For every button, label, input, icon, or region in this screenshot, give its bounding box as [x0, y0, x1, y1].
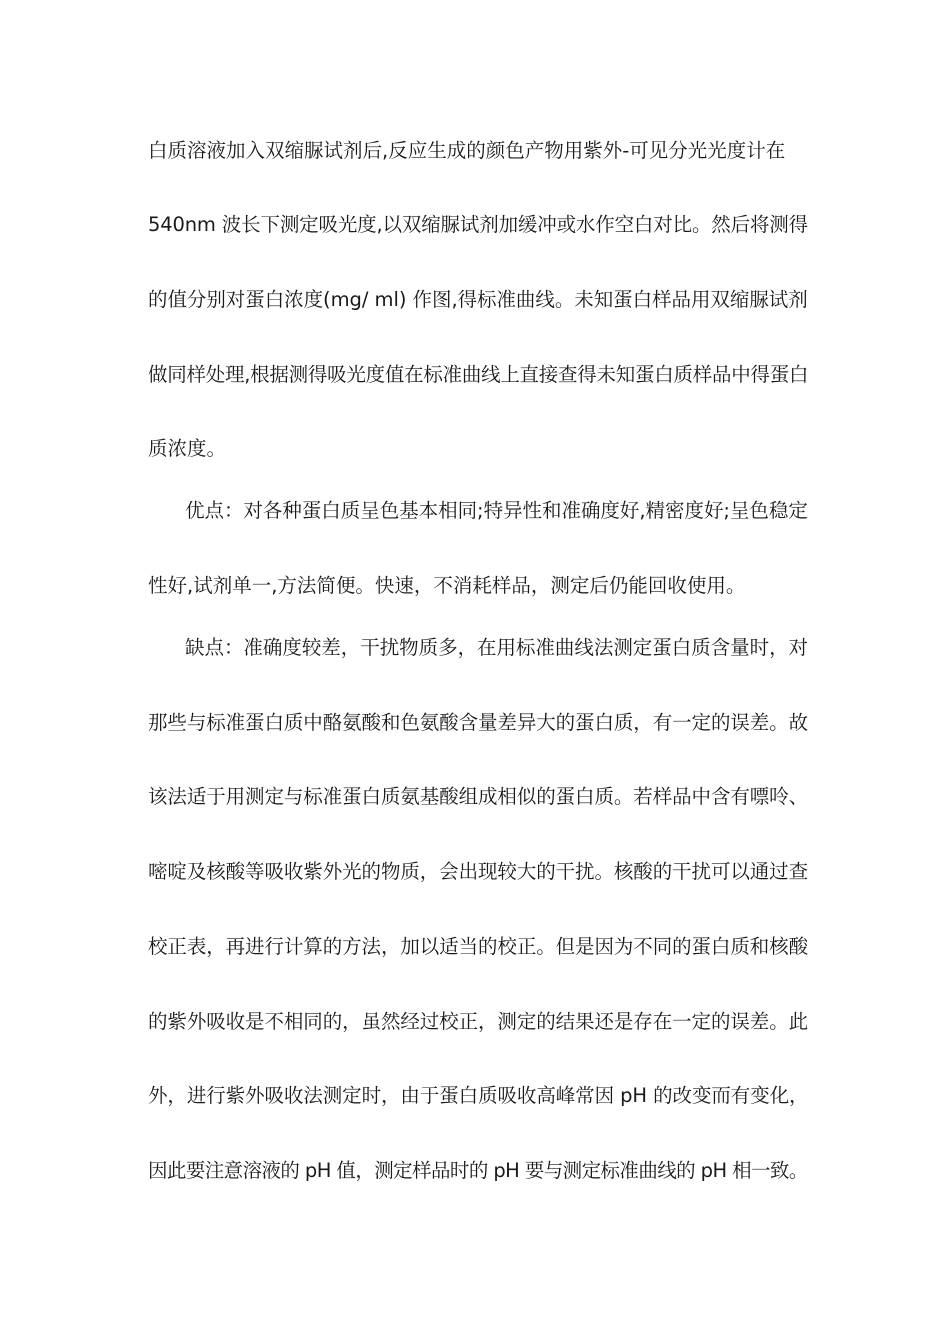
text-line: 的紫外吸收是不相同的，虽然经过校正，测定的结果还是存在一定的误差。此	[148, 1010, 809, 1033]
text-line: 做同样处理,根据测得吸光度值在标准曲线上直接查得未知蛋白质样品中得蛋白	[148, 363, 809, 386]
text-line: 那些与标准蛋白质中酪氨酸和色氨酸含量差异大的蛋白质，有一定的误差。故	[148, 711, 809, 734]
paragraph-disadvantages-start: 缺点：准确度较差，干扰物质多，在用标准曲线法测定蛋白质含量时，对	[185, 636, 809, 659]
text-line: 质浓度。	[148, 437, 227, 460]
text-line: 白质溶液加入双缩脲试剂后,反应生成的颜色产物用紫外-可见分光光度计在	[148, 139, 786, 162]
text-line: 540nm 波长下测定吸光度,以双缩脲试剂加缓冲或水作空白对比。然后将测得	[148, 213, 808, 236]
text-line: 嘧啶及核酸等吸收紫外光的物质，会出现较大的干扰。核酸的干扰可以通过查	[148, 860, 809, 883]
text-line: 的值分别对蛋白浓度(mg/ ml) 作图,得标准曲线。未知蛋白样品用双缩脲试剂	[148, 288, 808, 311]
text-line: 外，进行紫外吸收法测定时，由于蛋白质吸收高峰常因 pH 的改变而有变化，	[148, 1084, 809, 1107]
text-line: 校正表，再进行计算的方法，加以适当的校正。但是因为不同的蛋白质和核酸	[148, 935, 809, 958]
text-line: 性好,试剂单一,方法简便。快速，不消耗样品，测定后仍能回收使用。	[148, 574, 746, 597]
text-line: 因此要注意溶液的 pH 值，测定样品时的 pH 要与测定标准曲线的 pH 相一致。	[148, 1159, 808, 1182]
paragraph-advantages-start: 优点：对各种蛋白质呈色基本相同;特异性和准确度好,精密度好;呈色稳定	[185, 499, 808, 522]
text-line: 该法适于用测定与标准蛋白质氨基酸组成相似的蛋白质。若样品中含有嘌呤、	[148, 785, 809, 808]
